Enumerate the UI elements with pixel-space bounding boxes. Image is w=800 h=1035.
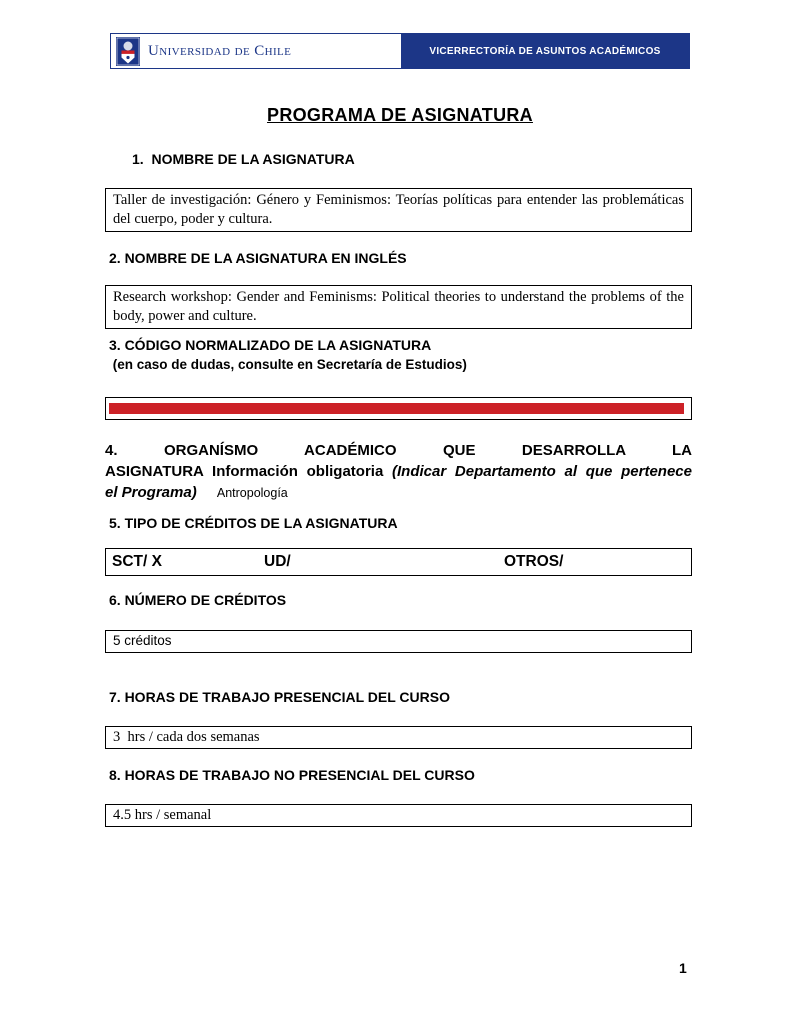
section-6-heading: 6. NÚMERO DE CRÉDITOS [109,592,287,608]
section-4-heading [105,440,692,504]
section-4-line2 [105,461,692,482]
section-5-heading: 5. TIPO DE CRÉDITOS DE LA ASIGNATURA [109,515,398,531]
field-course-code [105,397,692,420]
university-crest-icon [116,37,140,66]
section-4-line2-italic: (Indicar Departamento al que pertenece [392,463,692,480]
section-2-heading: 2. NOMBRE DE LA ASIGNATURA EN INGLÉS [109,250,407,266]
field-course-name: Taller de investigación: Género y Feminismos: Teorías políticas para entender las problemáticas del cuerpo, poder y cultura. [105,188,692,232]
university-name: Universidad de Chile [148,42,292,59]
section-4-line1 [105,440,692,461]
field-contact-hours: 3 hrs / cada dos semanas [105,726,692,749]
field-credit-type [105,548,692,576]
field-course-name-english: Research workshop: Gender and Feminisms: Political theories to understand the problems of the body, power and culture. [105,285,692,329]
section-3-subheading: (en caso de dudas, consulte en Secretaría de Estudios) [109,357,467,372]
section-1-heading: 1. NOMBRE DE LA ASIGNATURA [132,151,355,167]
page-number: 1 [679,960,687,976]
section-4-line1-text: 4. ORGANÍSMO ACADÉMICO QUE DESARROLLA LA [105,442,692,459]
vicerrectoria-text: VICERRECTORÍA DE ASUNTOS ACADÉMICOS [429,45,661,57]
section-7-heading: 7. HORAS DE TRABAJO PRESENCIAL DEL CURSO [109,689,450,705]
vicerrectoria-banner [401,34,689,68]
page-title: PROGRAMA DE ASIGNATURA [267,105,533,125]
section-4-line2-bold: ASIGNATURA Información obligatoria [105,463,393,480]
field-credit-count: 5 créditos [105,630,692,653]
section-3-heading: 3. CÓDIGO NORMALIZADO DE LA ASIGNATURA [109,337,432,353]
code-redaction-bar [109,403,684,414]
university-logo [111,34,401,68]
section-8-heading: 8. HORAS DE TRABAJO NO PRESENCIAL DEL CURSO [109,767,475,783]
section-4-line3 [105,482,692,504]
ud-option: UD/ [264,553,291,570]
section-4-line3-italic: el Programa) [105,484,197,501]
field-department-value: Antropología [216,486,288,500]
field-noncontact-hours: 4.5 hrs / semanal [105,804,692,827]
sct-option: SCT/ X [112,553,162,570]
otros-option: OTROS/ [504,553,564,570]
header-banner [110,33,690,69]
